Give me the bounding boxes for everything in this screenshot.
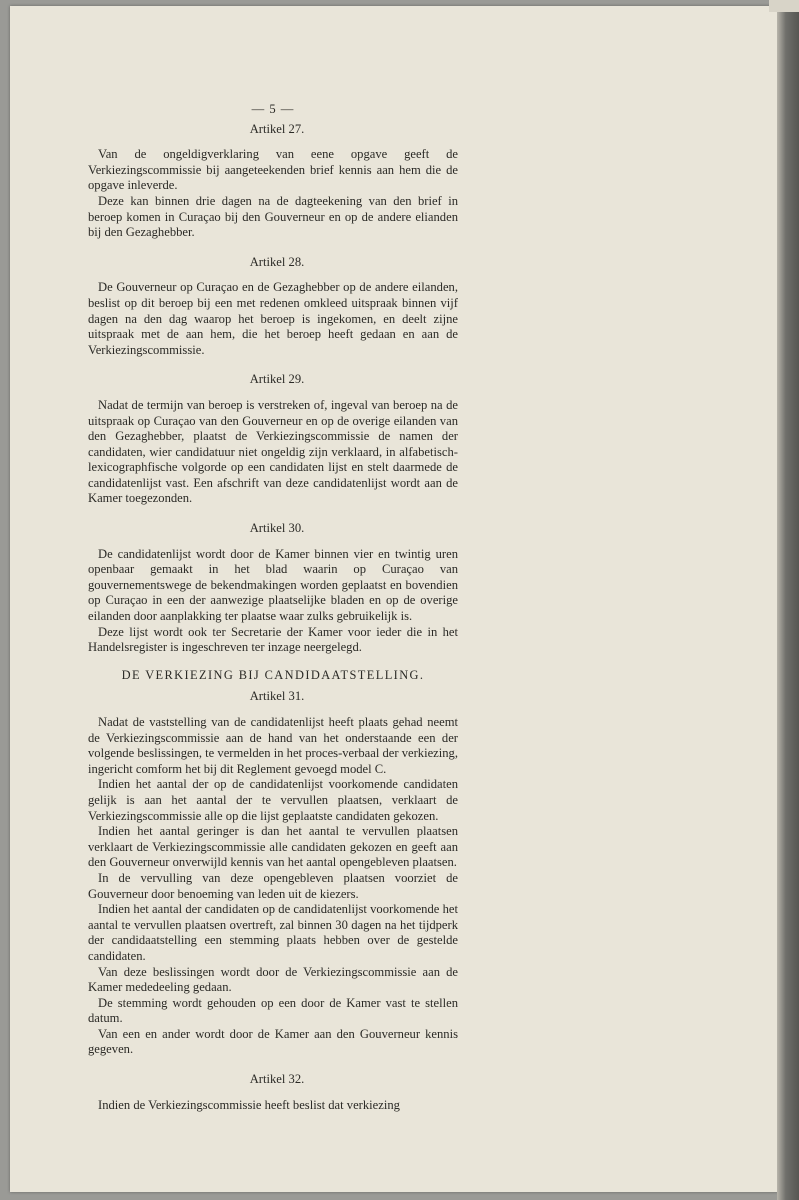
article-paragraph: Deze lijst wordt ook ter Secretarie der Kamer voor ieder die in het Handelsregister is ingeschreven ter inzage neergelegd. — [88, 624, 458, 655]
article-paragraph: Indien het aantal der op de candidatenlijst voorkomende candidaten gelijk is aan het aantal der te vervullen plaatsen, verklaart de Verkiezingscommissie alle op die lijst geplaatste candidaten gekozen. — [88, 777, 458, 823]
article-paragraph: De candidatenlijst wordt door de Kamer binnen vier en twintig uren openbaar gemaakt in het blad waarin op Curaçao van gouvernementswege de bekendmakingen worden geplaatst en bovendien op Curaçao in een der aanwezige plaatselijke bladen en op de overige eilanden door aanplakking ter plaatse waar zulks gebruikelijk is. — [88, 546, 458, 624]
page-corner — [769, 0, 799, 12]
article-paragraph: Van deze beslissingen wordt door de Verkiezingscommissie aan de Kamer mededeeling gedaan. — [88, 964, 458, 995]
article-paragraph: Deze kan binnen drie dagen na de dagteekening van den brief in beroep komen in Curaçao bij den Gouverneur en op de andere elianden bij den Gezaghebber. — [88, 193, 458, 240]
article-paragraph: In de vervulling van deze opengebleven plaatsen voorziet de Gouverneur door benoeming van leden uit de kiezers. — [88, 870, 458, 901]
article-heading: Artikel 32. — [249, 1072, 305, 1087]
page-content — [88, 102, 458, 1113]
article-paragraph: De Gouverneur op Curaçao en de Gezaghebber op de andere eilanden, beslist op dit beroep bij een met redenen omkleed uitspraak binnen vijf dagen na den dag waarop het beroep is ingekomen, en deelt zijne uitspraak met de aan hem, die het beroep heeft gedaan en aan de Verkiezingscommissie. — [88, 280, 458, 357]
page-number: — 5 — — [251, 102, 295, 116]
article-paragraph: De stemming wordt gehouden op een door de Kamer vast te stellen datum. — [88, 995, 458, 1026]
article-heading: Artikel 28. — [249, 254, 305, 269]
article-heading: Artikel 27. — [249, 121, 305, 136]
article-paragraph: Indien het aantal der candidaten op de candidatenlijst voorkomende het aantal te vervullen plaatsen overtreft, zal binnen 30 dagen na het tijdperk der candidaatstelling een stemming plaats hebben over de gestelde candidaten. — [88, 902, 458, 963]
article-heading: Artikel 30. — [249, 521, 305, 536]
page-edge-shadow — [777, 0, 799, 1200]
article-paragraph: Nadat de vaststelling van de candidatenlijst heeft plaats gehad neemt de Verkiezingscommissie aan de hand van het onderstaande een der volgende beslissingen, te vermelden in het proces-verbaal der verkiezing, ingericht comform het bij dit Reglement gevoegd model C. — [88, 715, 458, 776]
article-paragraph: Van de ongeldigverklaring van eene opgave geeft de Verkiezingscommissie bij aangeteekenden brief kennis aan hem die de opgave inleverde. — [88, 147, 458, 193]
article-heading: Artikel 31. — [249, 689, 305, 704]
article-heading: Artikel 29. — [249, 372, 305, 387]
section-heading: DE VERKIEZING BIJ CANDIDAATSTELLING. — [121, 667, 425, 682]
article-paragraph: Nadat de termijn van beroep is verstreken of, ingeval van beroep na de uitspraak op Curaçao van den Gouverneur en op de overige eilanden van den Gezaghebber, plaatst de Verkiezingscommissie de namen der candidaten, wier candidatuur niet ongeldig zijn verklaard, in alfabetisch-lexicographfische volgorde op een candidaten lijst en stelt daarmede de candidatenlijst vast. Een afschrift van deze candidatenlijst wordt aan de Kamer toegezonden. — [88, 397, 458, 506]
document-page — [10, 6, 778, 1192]
article-paragraph: Indien het aantal geringer is dan het aantal te vervullen plaatsen verklaart de Verkiezingscommissie alle candidaten gekozen en geeft aan den Gouverneur onverwijld kennis van het aantal opengebleven plaatsen. — [88, 824, 458, 870]
article-paragraph: Indien de Verkiezingscommissie heeft beslist dat verkiezing — [98, 1097, 400, 1112]
article-paragraph: Van een en ander wordt door de Kamer aan den Gouverneur kennis gegeven. — [88, 1026, 458, 1057]
